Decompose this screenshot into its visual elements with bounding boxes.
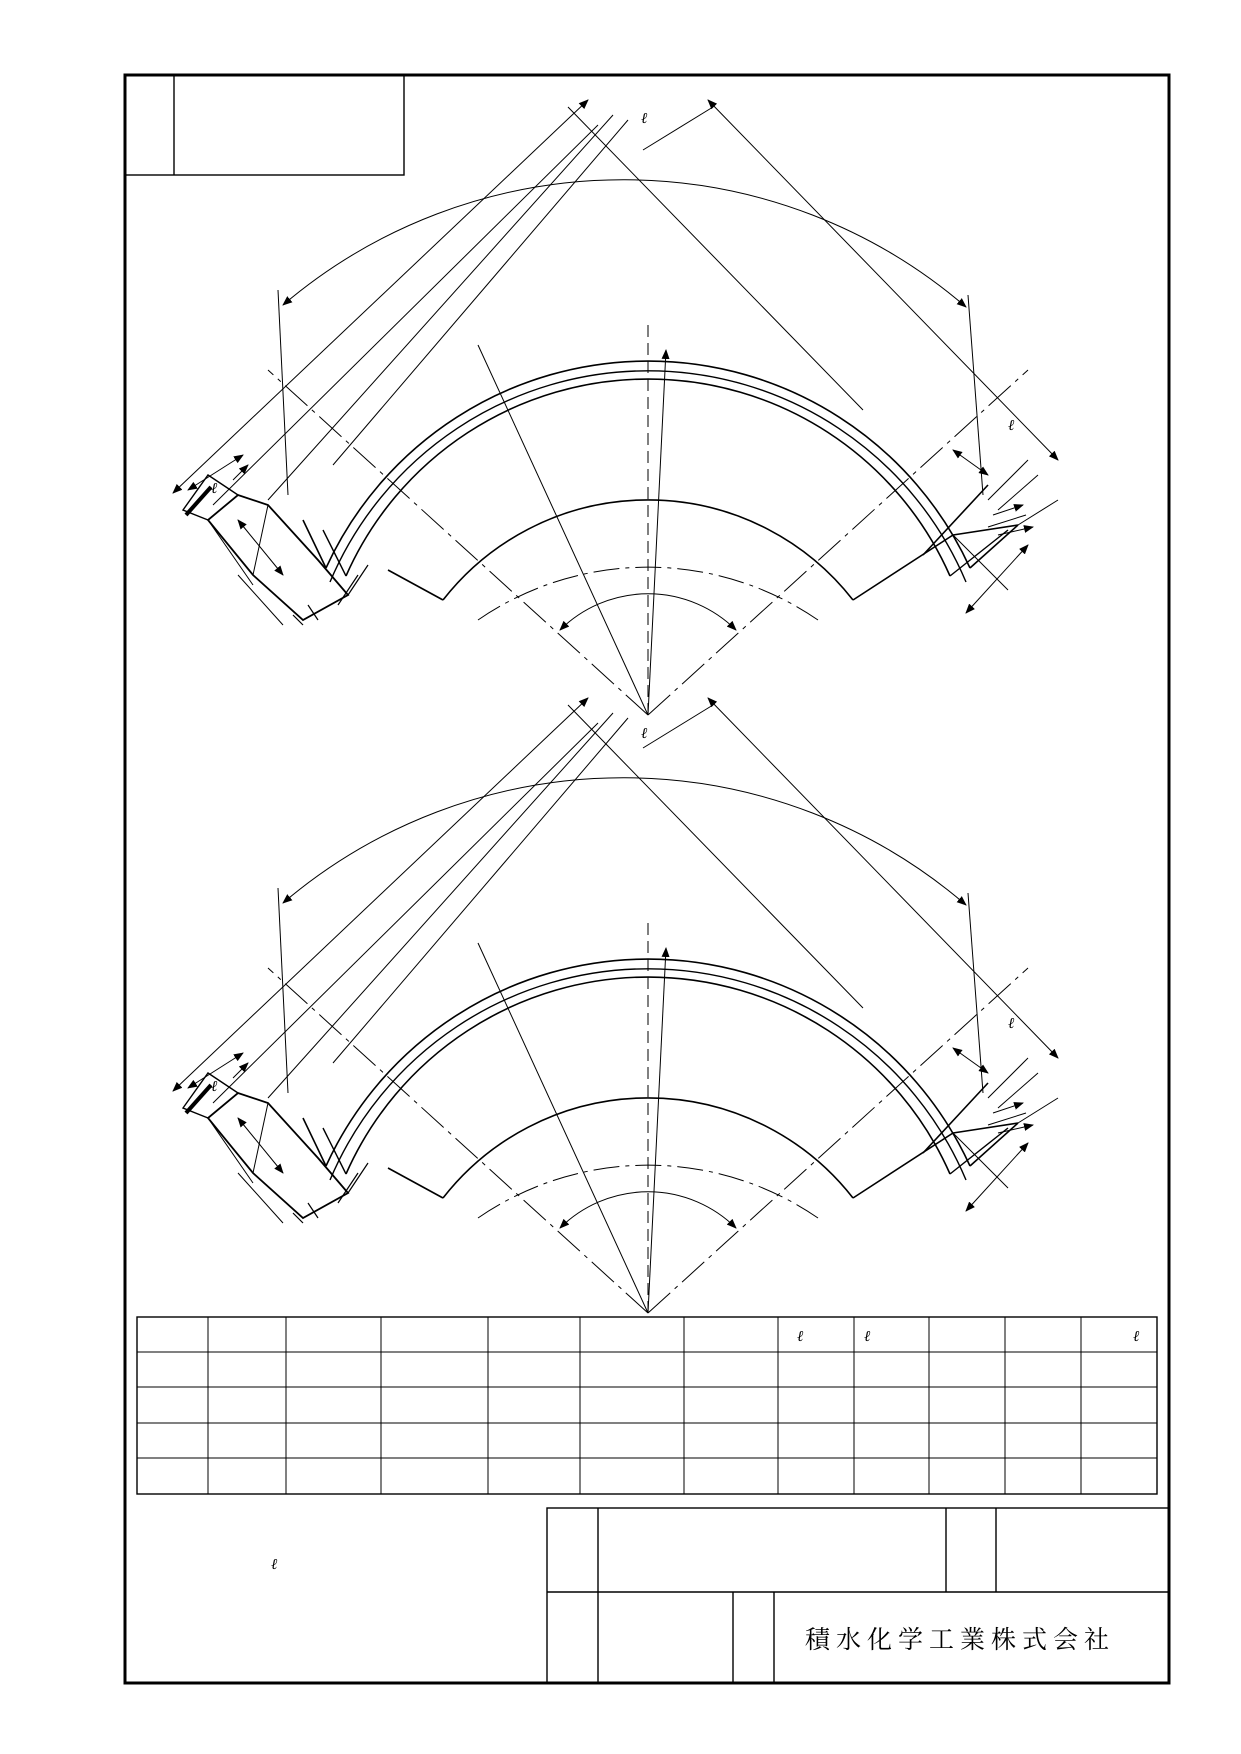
ell-label-left: ℓ — [211, 479, 218, 497]
table-header-ell-3: ℓ — [1133, 1327, 1140, 1345]
drawing-frame — [125, 75, 1169, 1683]
elbow-view-lower — [173, 698, 1058, 1313]
ell-label-right: ℓ — [1008, 416, 1015, 434]
table-header-ell-1: ℓ — [797, 1327, 804, 1345]
ell-label-top-center: ℓ — [641, 724, 648, 742]
company-name: 積水化学工業株式会社 — [805, 1625, 1116, 1654]
table-header-ell-2: ℓ — [864, 1327, 871, 1345]
revision-box — [125, 75, 404, 175]
ell-label-left: ℓ — [211, 1077, 218, 1095]
elbow-view-upper — [173, 100, 1058, 715]
spec-table — [137, 1317, 1157, 1494]
ell-label-right: ℓ — [1008, 1014, 1015, 1032]
notes-ell: ℓ — [271, 1555, 278, 1573]
ell-label-top-center: ℓ — [641, 109, 648, 127]
title-block — [547, 1508, 1169, 1683]
